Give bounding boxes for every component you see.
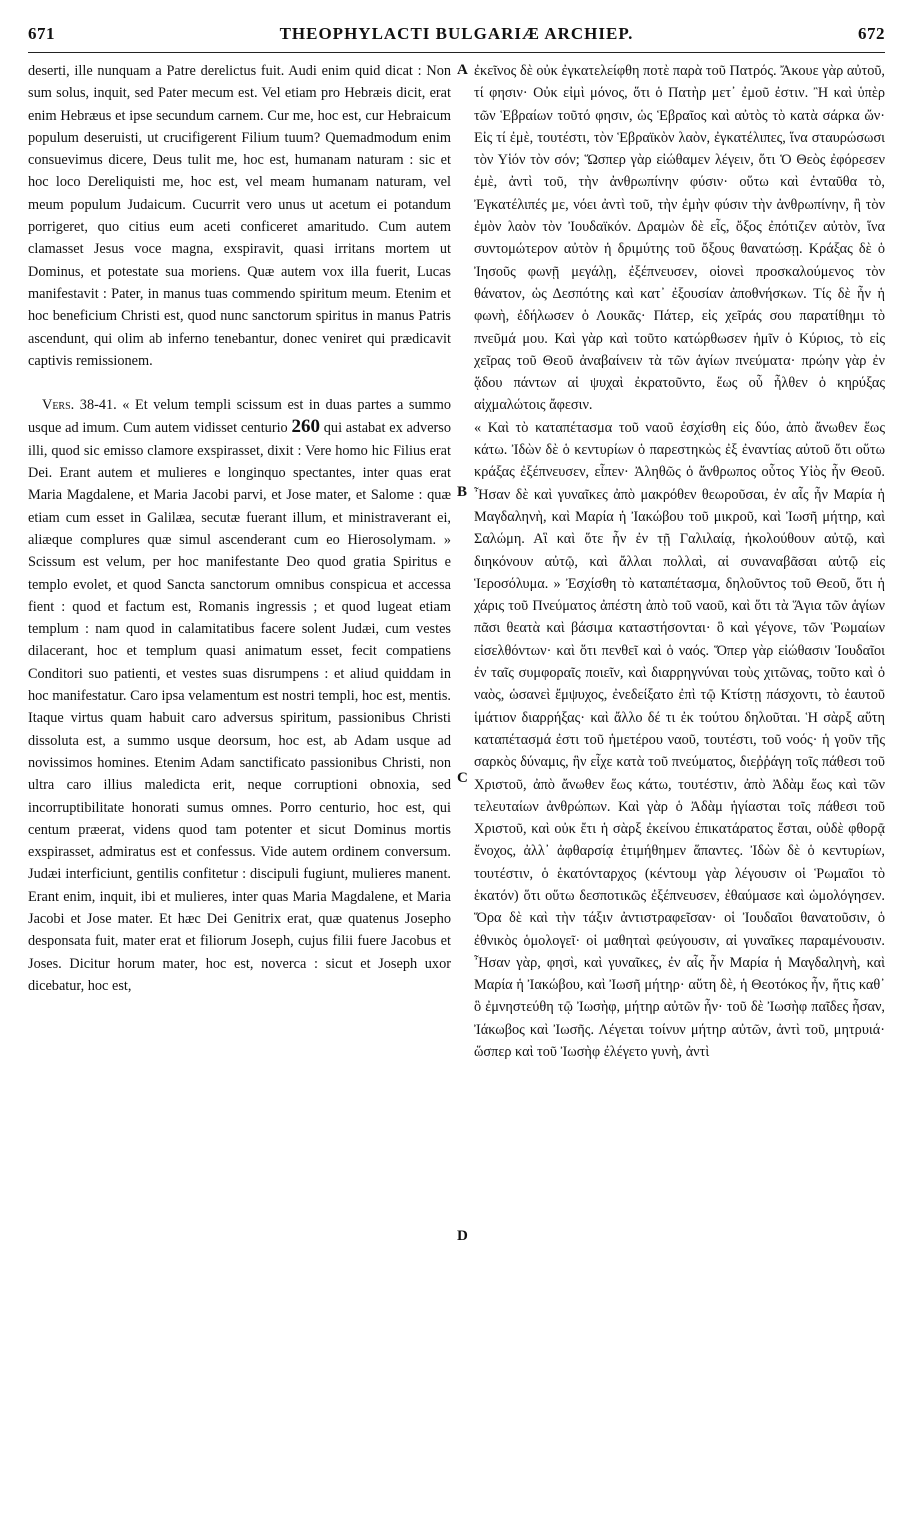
- verse-label: Vers. 38-41.: [42, 397, 117, 414]
- latin-paragraph-1: deserti, ille nunquam a Patre derelictus fuit. Audi enim quid dicat : Non sum solus, inquit, sed Pater mecum est. Vel etiam pro Hebræis dicit, erat enim Hebræus et ipse secundum carnem. Cur me, hoc est, cur Hebraicum populum deseruisti, ut crucifigerent Filium tuum? Quemadmodum enim consuevimus dicere, Deus tulit me, hoc est, humanam naturam : sic et hoc loco Dereliquisti me, hoc est, vel meam humanam naturam, vel meum populum Judaicum. Cucurrit vero unus ut acetum ei potandum porrigeret, quo citius eum aceti conficeret amaritudo. Cum autem clamasset Jesus voce magna, exspiravit, quasi irritans mortem ut Dominus, et potestate sua moriens. Quæ autem vox illa fuerit, Lucas manifestavit : Pater, in manus tuas commendo spiritum meum. Etenim et hoc beneficium Christi est, quod nunc sanctorum spiritus in manus Patris ascendunt, qui olim ab inferno tenebantur, donec veniret qui prædicavit captivis remissionem.: [28, 63, 451, 369]
- section-marker-a: A: [457, 62, 468, 78]
- latin-paragraph-2: [28, 394, 451, 997]
- latin-paragraph-2-part-a: « Et velum templi scissum est in duas partes a summo usque ad imum. Cum autem vidisset centurio: [28, 397, 452, 437]
- page-number-left: 671: [28, 24, 55, 43]
- running-title: THEOPHYLACTI BULGARIÆ ARCHIEP.: [279, 24, 634, 43]
- greek-paragraph-1: ἐκεῖνος δὲ οὐκ ἐγκατελείφθη ποτὲ παρὰ τοῦ Πατρός. Ἄκουε γὰρ αὐτοῦ, τί φησιν· Οὐκ εἰμὶ μόνος, ὅτι ὁ Πατὴρ μετ᾽ ἐμοῦ ἐστιν. Ἢ καὶ ὑπὲρ τῶν Ἑβραίων τοῦτό φησιν, ὡς Ἑβραῖος καὶ αὐτὸς τὸ κατὰ σάρκα ὤν· Εἰς τί ἐμὲ, τουτέστι, τὸν Ἑβραϊκὸν λαὸν, ἐγκατέλιπες, ἵνα σταυρώσωσι τὸν Υἱόν τὸν σόν; Ὥσπερ γὰρ εἰώθαμεν λέγειν, ὅτι Ὁ Θεὸς ἐφόρεσεν ἐμὲ, ἀντὶ τοῦ, τὴν ἀνθρωπίνην φύσιν· οὕτω καὶ ἐνταῦθα τὸ, Ἐγκατέλιπές με, νόει ἀντὶ τοῦ, τὴν ἐμὴν φύσιν τὴν ἀνθρωπίνην, ἢ τὸν ἐμὸν λαὸν τὸν Ἰουδαϊκόν. Δραμὼν δὲ εἷς, ὄξος ἐπότιζεν αὐτὸν, ἵνα συντομώτερον αὐτὸν ἡ δριμύτης τοῦ ὄξους θανατώσῃ. Κράξας δὲ ὁ Ἰησοῦς φωνῇ μεγάλῃ, ἐξέπνευσεν, οἱονεὶ προσκαλούμενος τὸν θάνατον, ὡς Δεσπότης καὶ κατ᾽ ἐξουσίαν ἀποθνήσκων. Τίς δὲ ἦν ἡ φωνὴ, ἐδήλωσεν ὁ Λουκᾶς· Πάτερ, εἰς χεῖράς σου παρατίθημι τὸ πνεῦμά μου. Καὶ γὰρ καὶ τοῦτο κατώρθωσεν ἡμῖν ὁ Κύριος, τὸ εἰς χεῖρας τοῦ Θεοῦ ἀναβαίνειν τὰ τῶν ἁγίων πνεύματα· πρώην γὰρ ἐν ᾅδου πάντων αἱ ψυχαὶ ἐκρατοῦντο, ἕως οὗ ἦλθεν ὁ κηρύξας αἰχμαλώτοις ἄφεσιν.: [474, 63, 885, 414]
- section-marker-d: D: [457, 1228, 468, 1244]
- greek-column: [474, 60, 885, 1063]
- greek-paragraph-2: « Καὶ τὸ καταπέτασμα τοῦ ναοῦ ἐσχίσθη εἰς δύο, ἀπὸ ἄνωθεν ἕως κάτω. Ἰδὼν δὲ ὁ κεντυρίων ὁ παρεστηκὼς ἐξ ἐναντίας αὐτοῦ ὅτι οὕτω κράξας ἐξέπνευσεν, εἶπεν· Ἀληθῶς ὁ ἄνθρωπος οὗτος Υἱὸς ἦν Θεοῦ. Ἦσαν δὲ καὶ γυναῖκες ἀπὸ μακρόθεν θεωροῦσαι, ἐν αἷς ἦν Μαρία ἡ Μαγδαληνὴ, καὶ Μαρία ἡ Ἰακώβου τοῦ μικροῦ, καὶ Ἰωσῆ μήτηρ, καὶ Σαλώμη. Αἳ καὶ ὅτε ἦν ἐν τῇ Γαλιλαίᾳ, ἠκολούθουν αὐτῷ, καὶ διηκόνουν αὐτῷ, καὶ ἄλλαι πολλαὶ, αἱ συναναβᾶσαι αὐτῷ εἰς Ἱεροσόλυμα. » Ἐσχίσθη τὸ καταπέτασμα, δηλοῦντος τοῦ Θεοῦ, ὅτι ἡ χάρις τοῦ Πνεύματος ἀπέστη ἀπὸ τοῦ ναοῦ, καὶ ὅτι τὰ Ἅγια τῶν ἁγίων πᾶσι θεατὰ καὶ βάσιμα καταστήσονται· ὃ καὶ γέγονε, τῶν Ῥωμαίων εἰσελθόντων· καὶ ὅτι πενθεῖ καὶ ὁ ναός. Ὅπερ γὰρ εἰώθασιν Ἰουδαῖοι ἐν ταῖς συμφοραῖς ποιεῖν, καὶ διαρρηγνύναι τοὺς χιτῶνας, τοῦτο καὶ ὁ ναὸς, ὡσανεὶ ἔμψυχος, ἐνεδείξατο ἐπὶ τῷ Κτίστῃ πάσχοντι, τὸ ἑαυτοῦ ἱμάτιον διαρρήξας· καὶ ἄλλο δέ τι ἐκ τούτου δηλοῦται. Ἡ σὰρξ αὕτη καταπέτασμά ἐστι τοῦ ἡμετέρου ναοῦ, τουτέστι, τοῦ νοός· ἡ γοῦν τῆς σαρκὸς δύναμις, ἣν εἶχε κατὰ τοῦ πνεύματος, διεῤῥάγη τοῖς πάθεσι τοῦ Χριστοῦ, ἀπὸ ἄνωθεν ἕως κάτω, τουτέστιν, ἀπὸ Ἀδὰμ ἕως καὶ τῶν τελευταίων ἀνθρώπων. Καὶ γὰρ ὁ Ἀδὰμ ἡγίασται τοῖς πάθεσι τοῦ Χριστοῦ, καὶ οὐκ ἔτι ἡ σὰρξ ἐκείνου ἐπικατάρατος ἔσται, οὐδὲ φθορᾷ ἔνοχος, ἀλλ᾽ ἀφθαρσίᾳ ἐτιμήθημεν ἅπαντες. Ἰδὼν δὲ ὁ κεντυρίων, τουτέστιν, ὁ ἑκατόνταρχος (κέντουμ γὰρ λέγουσιν οἱ Ῥωμαῖοι τὸ ἑκατόν) ὅτι οὕτω δεσποτικῶς ἐξέπνευσεν, ἐθαύμασε καὶ ὡμολόγησεν. Ὅρα δὲ καὶ τὴν τάξιν ἀντιστραφεῖσαν· οἱ Ἰουδαῖοι θανατοῦσιν, ὁ ἐθνικὸς ὁμολογεῖ· οἱ μαθηταὶ φεύγουσιν, αἱ γυναῖκες παραμένουσιν. Ἦσαν γὰρ, φησὶ, καὶ γυναῖκες, ἐν αἷς ἦν Μαρία ἡ Μαγδαληνὴ, καὶ Μαρία ἡ Ἰακώβου, καὶ Ἰωσῆ μήτηρ· αὕτη δὲ, ἡ Θεοτόκος ἦν, ἥτις καθ᾽ ὃ ἐμνηστεύθη τῷ Ἰωσὴφ, μήτηρ αὐτῶν ἦν· τοῦ δὲ Ἰωσὴφ παῖδες ἦσαν, Ἰάκωβος καὶ Ἰωσῆς. Λέγεται τοίνυν μήτηρ αὐτῶν, ἀντὶ τοῦ, μητρυιά· ὥσπερ καὶ τοῦ Ἰωσὴφ ἐλέγετο γυνὴ, ἀντὶ: [474, 419, 885, 1061]
- latin-column: [28, 60, 451, 997]
- section-marker-b: B: [457, 484, 468, 500]
- margin-column-number: 260: [291, 416, 320, 438]
- latin-paragraph-2-part-b: qui astabat ex adverso illi, quod sic emisso clamore exspirasset, dixit : Vere homo hic Filius erat Dei. Erant autem et mulieres e longinquo spectantes, inter quas erat Maria Magdalene, et Maria Jacobi parvi, et Jose mater, et Salome : quæ etiam cum esset in Galilæa, secutæ fuerant illum, et ministraverant ei, aliæque complures quæ simul ascenderant cum eo Hierosolymam. » Scissum est velum, per hoc manifestante Deo quod gratia Spiritus e templo evolet, et quod Sancta sanctorum omnibus conspicua et accessa fient : quod et factum est, Romanis ingressis ; et quod lugeat etiam templum : nam quod in calamitatibus facere solent Judæi, cum vestes dilacerant, hoc et templum quasi animatum esset, fecit compatiens Conditori suo patienti, et vestes suas disrumpens : et aliud quiddam in hoc manifestatur. Caro ipsa velamentum est nostri templi, hoc est, mentis. Itaque virtus quam habuit caro adversus spiritum, passionibus Christi dissoluta est, a summo usque deorsum, hoc est, ab Adam usque ad novissimos homines. Etenim Adam sanctificato passionibus Christi, non ultra caro illius maledicta erit, neque corruptioni obnoxia, sed incorruptibilitate honorati sumus omnes. Porro centurio, hoc est, qui centum præerat, videns quod tam potenter et sicut Dominus mortis exspirasset, admiratus est et confessus. Vide autem ordinem conversum. Judæi interficiunt, gentilis confitetur : discipuli fugiunt, mulieres manent. Erant enim, inquit, ibi et mulieres, inter quas Maria Magdalene, et Maria Jacobi et Jose mater. Et hæc Dei Genitrix erat, quæ quatenus Josepho desponsata fuit, mater erat et filiorum Joseph, cujus filii fuere Jacobus et Joses. Dicitur horum mater, hoc est, noverca : sicut et Joseph uxor dicebatur, hoc est,: [28, 420, 452, 994]
- page-number-right: 672: [858, 24, 885, 43]
- running-header: [28, 22, 885, 53]
- section-marker-c: C: [457, 770, 468, 786]
